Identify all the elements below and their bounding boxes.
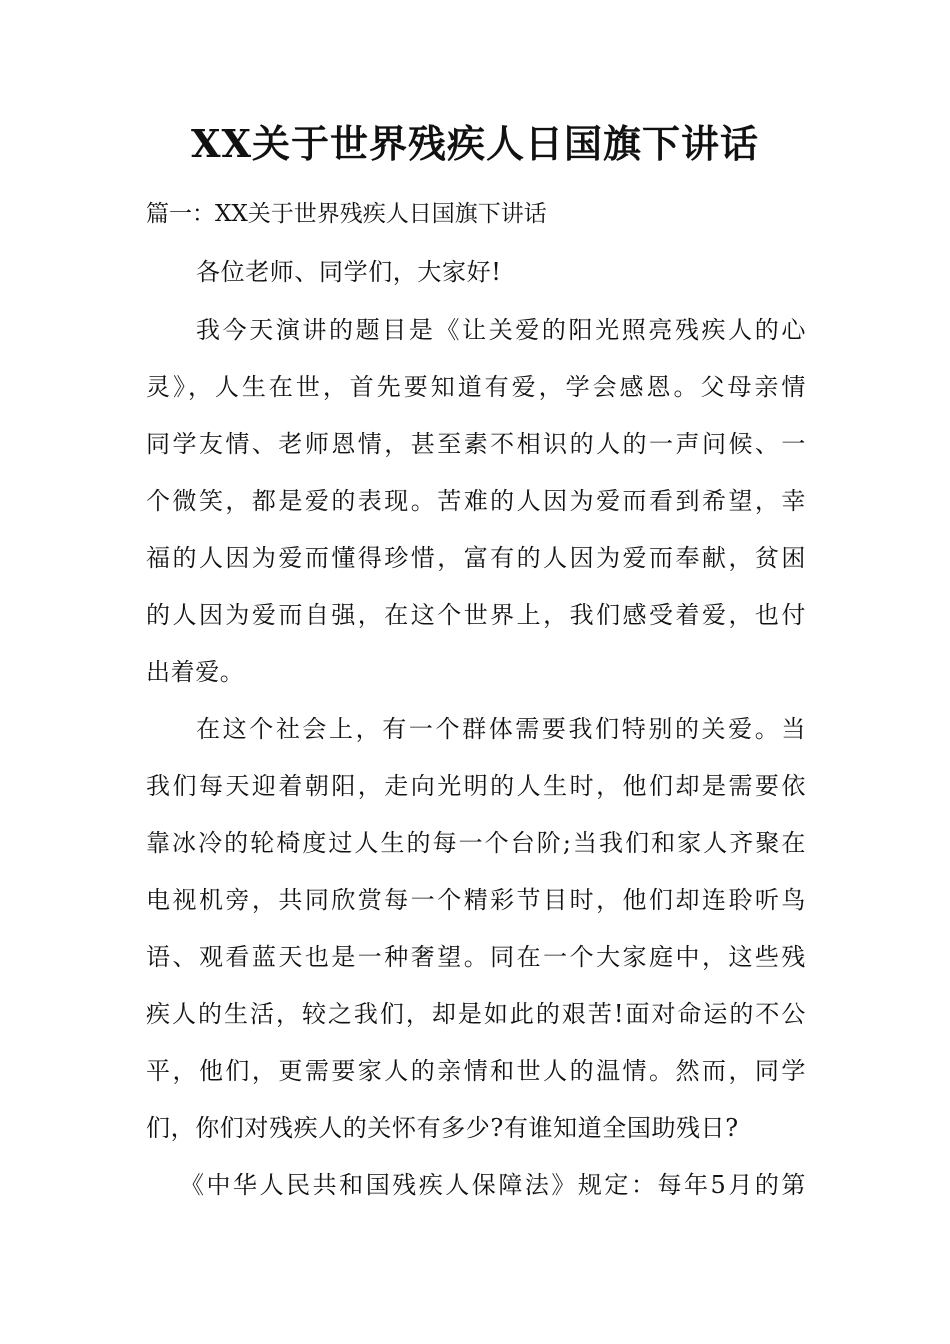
paragraph-line: 灵》，人生在世，首先要知道有爱，学会感恩。父母亲情 [146, 373, 806, 401]
paragraph-line: 《中华人民共和国残疾人保障法》规定：每年5月的第 [180, 1171, 806, 1199]
paragraph-line: 个微笑，都是爱的表现。苦难的人因为爱而看到希望，幸 [146, 487, 806, 515]
paragraph-line: 在这个社会上，有一个群体需要我们特别的关爱。当 [196, 715, 806, 743]
paragraph-line: 各位老师、同学们，大家好! [196, 258, 502, 286]
paragraph-line: 电视机旁，共同欣赏每一个精彩节目时，他们却连聆听鸟 [146, 886, 806, 914]
paragraph-line: 们，你们对残疾人的关怀有多少?有谁知道全国助残日? [146, 1114, 739, 1142]
paragraph-line: 疾人的生活，较之我们，却是如此的艰苦!面对命运的不公 [146, 1000, 806, 1028]
paragraph-line: 语、观看蓝天也是一种奢望。同在一个大家庭中，这些残 [146, 943, 806, 971]
paragraph-line: 我今天演讲的题目是《让关爱的阳光照亮残疾人的心 [196, 316, 806, 344]
document-subtitle: 篇一：XX关于世界残疾人日国旗下讲话 [146, 201, 547, 227]
paragraph-line: 靠冰冷的轮椅度过人生的每一个台阶;当我们和家人齐聚在 [146, 829, 806, 857]
paragraph-line: 我们每天迎着朝阳，走向光明的人生时，他们却是需要依 [146, 772, 806, 800]
paragraph-line: 同学友情、老师恩情，甚至素不相识的人的一声问候、一 [146, 430, 806, 458]
paragraph-line: 出着爱。 [146, 658, 245, 686]
paragraph-line: 的人因为爱而自强，在这个世界上，我们感受着爱，也付 [146, 601, 806, 629]
paragraph-line: 福的人因为爱而懂得珍惜，富有的人因为爱而奉献，贫困 [146, 544, 806, 572]
paragraph-line: 平，他们，更需要家人的亲情和世人的温情。然而，同学 [146, 1057, 806, 1085]
document-title: XX关于世界残疾人日国旗下讲话 [191, 121, 759, 166]
